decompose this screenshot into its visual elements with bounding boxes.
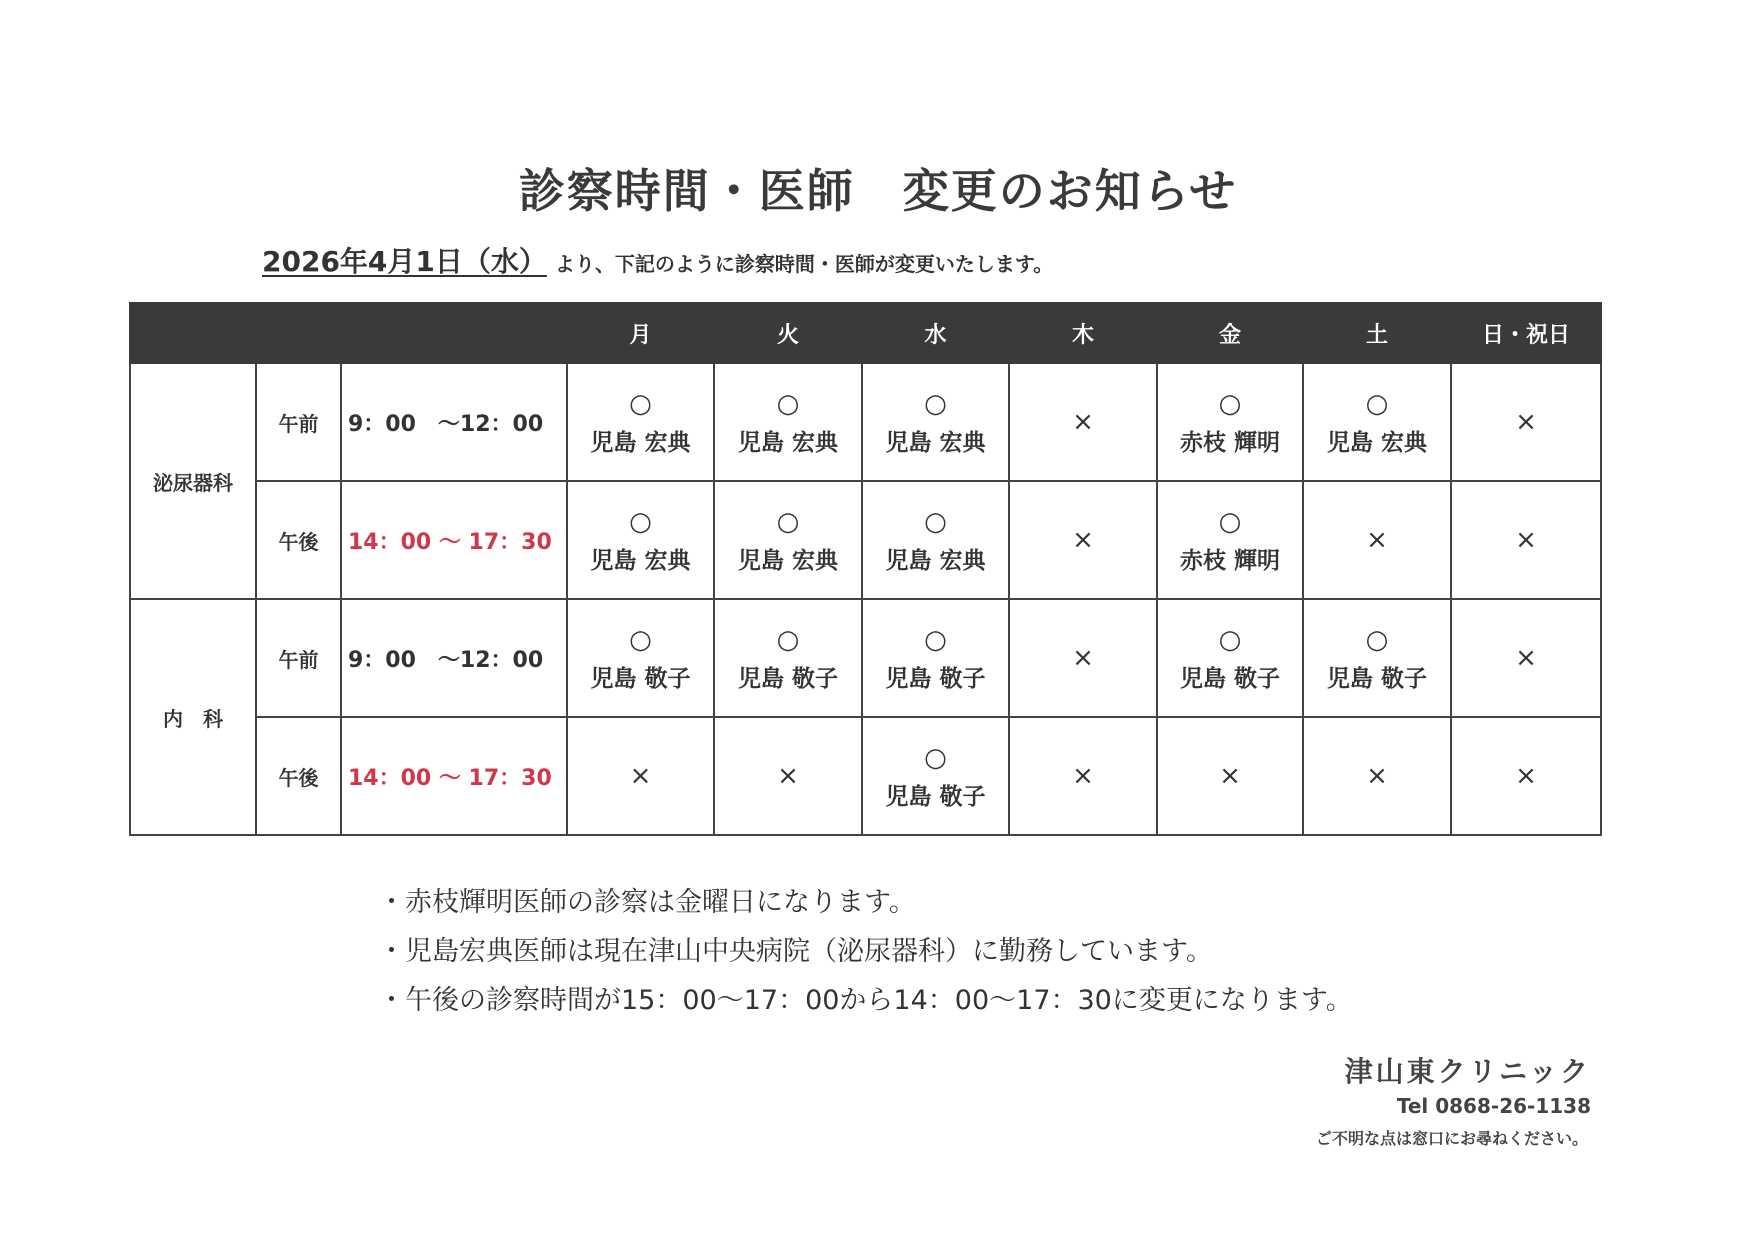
doctor-name: 児島 敬子 xyxy=(885,783,986,810)
closed-mark: × xyxy=(1072,525,1094,555)
table-row xyxy=(130,599,1601,717)
table-row xyxy=(130,363,1601,481)
available-mark: ○ xyxy=(776,506,800,537)
doctor-name: 児島 敬子 xyxy=(1327,665,1428,692)
note-item: ・赤枝輝明医師の診察は金曜日になります。 xyxy=(378,887,916,918)
available-mark: ○ xyxy=(1218,388,1242,419)
notes xyxy=(378,878,1353,1025)
day-header: 金 xyxy=(1157,303,1303,363)
available-mark: ○ xyxy=(1365,624,1389,655)
closed-mark: × xyxy=(777,761,799,791)
doctor-name: 児島 敬子 xyxy=(885,665,986,692)
hours: 14：00 ～ 17：30 xyxy=(341,481,567,599)
schedule-cell xyxy=(714,717,862,835)
closed-mark: × xyxy=(1072,761,1094,791)
available-mark: ○ xyxy=(924,624,947,655)
available-mark: ○ xyxy=(776,624,800,655)
schedule-cell xyxy=(1451,599,1601,717)
available-mark: ○ xyxy=(776,388,800,419)
day-header: 日・祝日 xyxy=(1451,303,1601,363)
day-header: 月 xyxy=(567,303,714,363)
closed-mark: × xyxy=(1072,643,1094,673)
doctor-name: 児島 宏典 xyxy=(885,547,986,574)
doctor-name: 児島 宏典 xyxy=(738,429,839,456)
hours: 9：00 ～12：00 xyxy=(341,599,567,717)
schedule-cell xyxy=(1303,363,1451,481)
closed-mark: × xyxy=(1515,525,1537,555)
period-label: 午後 xyxy=(256,481,341,599)
doctor-name: 児島 敬子 xyxy=(590,665,691,692)
doctor-name: 児島 宏典 xyxy=(1327,429,1428,456)
schedule-cell xyxy=(1451,363,1601,481)
closed-mark: × xyxy=(1219,761,1241,791)
header-blank xyxy=(130,303,567,363)
schedule-cell xyxy=(1009,599,1157,717)
closed-mark: × xyxy=(629,761,652,791)
available-mark: ○ xyxy=(1218,624,1242,655)
doctor-name: 児島 敬子 xyxy=(738,665,839,692)
doctor-name: 児島 宏典 xyxy=(590,547,691,574)
intro-line xyxy=(262,240,1053,280)
available-mark: ○ xyxy=(1218,506,1242,537)
day-header: 水 xyxy=(862,303,1009,363)
doctor-name: 赤枝 輝明 xyxy=(1180,429,1281,456)
closed-mark: × xyxy=(1515,643,1537,673)
inquiry-note: ご不明な点は窓口にお尋ねください。 xyxy=(1315,1129,1588,1148)
available-mark: ○ xyxy=(1365,388,1389,419)
schedule-cell xyxy=(567,599,714,717)
doctor-name: 児島 宏典 xyxy=(885,429,986,456)
day-header: 木 xyxy=(1009,303,1157,363)
effective-date: 2026年4月1日（水） xyxy=(262,245,547,278)
period-label: 午前 xyxy=(256,599,341,717)
day-header: 土 xyxy=(1303,303,1451,363)
schedule-cell xyxy=(1009,363,1157,481)
hours: 9：00 ～12：00 xyxy=(341,363,567,481)
period-label: 午後 xyxy=(256,717,341,835)
available-mark: ○ xyxy=(629,388,652,419)
closed-mark: × xyxy=(1072,407,1094,437)
schedule-cell xyxy=(862,599,1009,717)
doctor-name: 児島 宏典 xyxy=(738,547,839,574)
schedule-cell xyxy=(1009,481,1157,599)
schedule-cell xyxy=(567,363,714,481)
schedule-table xyxy=(129,302,1602,836)
schedule-cell xyxy=(1157,599,1303,717)
schedule-cell xyxy=(714,363,862,481)
closed-mark: × xyxy=(1515,761,1537,791)
closed-mark: × xyxy=(1366,761,1388,791)
schedule-cell xyxy=(1009,717,1157,835)
table-header-row xyxy=(130,303,1601,363)
schedule-cell xyxy=(1157,717,1303,835)
schedule-cell xyxy=(567,481,714,599)
table-row xyxy=(130,481,1601,599)
clinic-tel: Tel 0868-26-1138 xyxy=(1396,1094,1591,1118)
schedule-cell xyxy=(1451,717,1601,835)
intro-text: より、下記のように診察時間・医師が変更いたします。 xyxy=(554,252,1054,276)
schedule-cell xyxy=(1157,363,1303,481)
department-name: 泌尿器科 xyxy=(130,363,256,599)
schedule-cell xyxy=(1303,717,1451,835)
clinic-name: 津山東クリニック xyxy=(1344,1055,1591,1088)
available-mark: ○ xyxy=(924,742,947,773)
schedule-cell xyxy=(567,717,714,835)
hours: 14：00 ～ 17：30 xyxy=(341,717,567,835)
day-header: 火 xyxy=(714,303,862,363)
available-mark: ○ xyxy=(629,506,652,537)
schedule-cell xyxy=(1157,481,1303,599)
department-name: 内 科 xyxy=(130,599,256,835)
available-mark: ○ xyxy=(629,624,652,655)
doctor-name: 児島 宏典 xyxy=(590,429,691,456)
doctor-name: 児島 敬子 xyxy=(1180,665,1281,692)
schedule-cell xyxy=(1303,599,1451,717)
available-mark: ○ xyxy=(924,506,947,537)
schedule-cell xyxy=(1303,481,1451,599)
doctor-name: 赤枝 輝明 xyxy=(1180,547,1281,574)
table-row xyxy=(130,717,1601,835)
available-mark: ○ xyxy=(924,388,947,419)
page-title: 診察時間・医師 変更のお知らせ xyxy=(518,164,1238,218)
schedule-cell xyxy=(714,599,862,717)
schedule-cell xyxy=(862,717,1009,835)
schedule-cell xyxy=(714,481,862,599)
note-item: ・児島宏典医師は現在津山中央病院（泌尿器科）に勤務しています。 xyxy=(378,936,1213,967)
closed-mark: × xyxy=(1515,407,1537,437)
schedule-cell xyxy=(1451,481,1601,599)
note-item: ・午後の診察時間が15：00～17：00から14：00～17：30に変更になります。 xyxy=(378,985,1353,1016)
closed-mark: × xyxy=(1366,525,1388,555)
schedule-cell xyxy=(862,481,1009,599)
schedule-cell xyxy=(862,363,1009,481)
period-label: 午前 xyxy=(256,363,341,481)
